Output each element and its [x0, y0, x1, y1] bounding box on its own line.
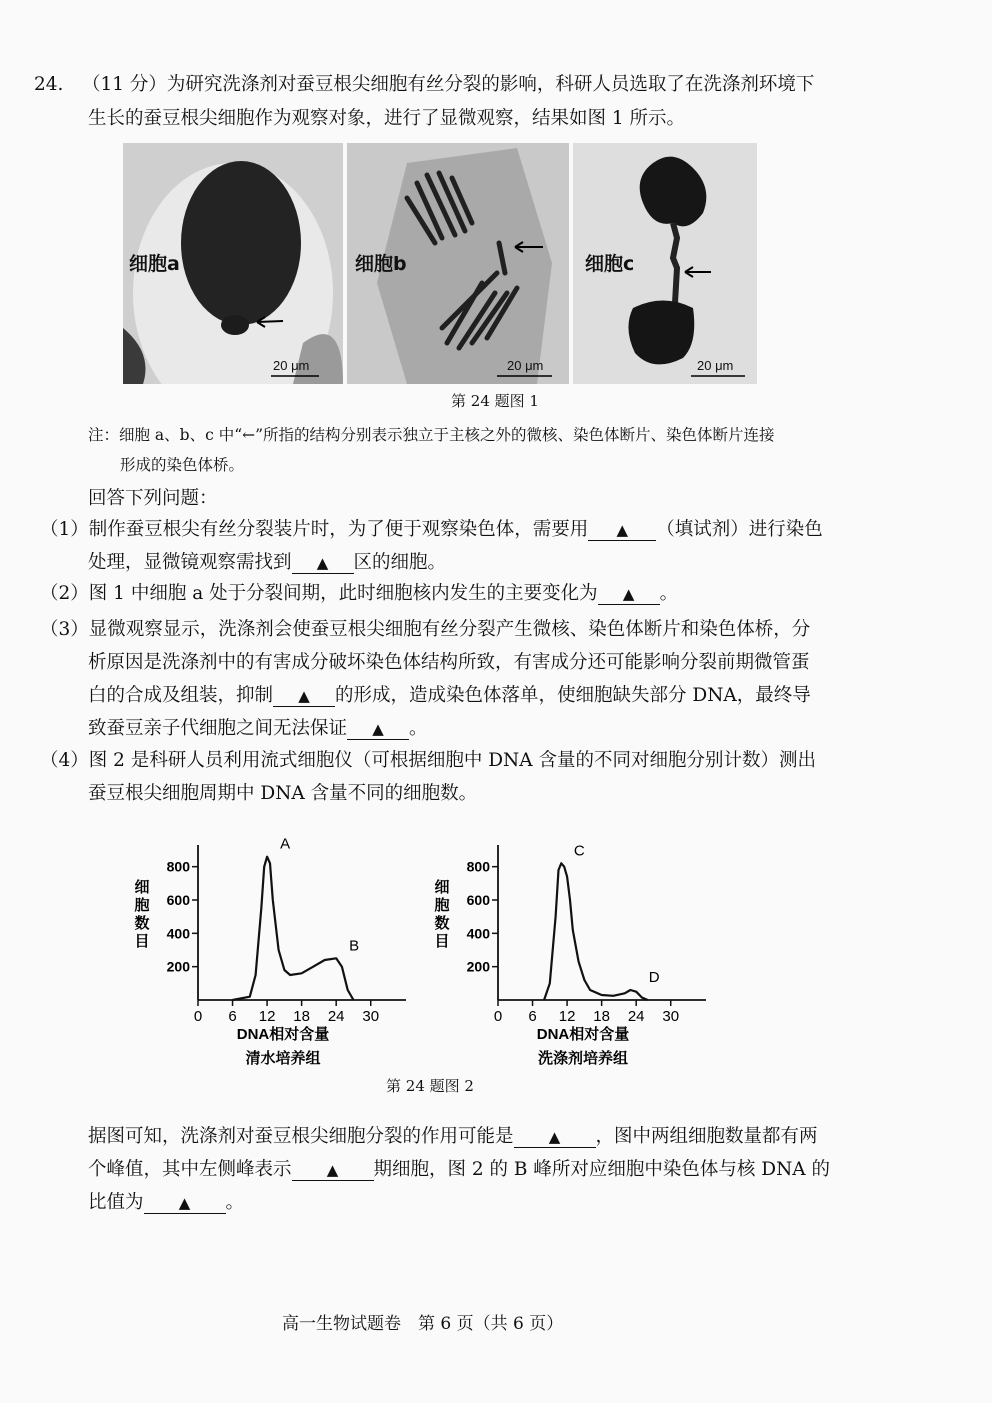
- q3-line3: [88, 683, 811, 709]
- q4-line2: 蚕豆根尖细胞周期中 DNA 含量不同的细胞数。: [88, 783, 478, 804]
- q1-text-a: 制作蚕豆根尖有丝分裂装片时，为了便于观察染色体，需要用: [88, 519, 589, 540]
- x-tick-label: 18: [593, 1008, 610, 1025]
- q2-text-a: 图 1 中细胞 a 处于分裂间期，此时细胞核内发生的主要变化为: [88, 583, 598, 604]
- q1-text-b: （填试剂）进行染色: [656, 519, 823, 540]
- figure2-caption: 第 24 题图 2: [386, 1077, 474, 1095]
- x-tick-label: 12: [558, 1008, 576, 1025]
- answer-intro: 回答下列问题：: [88, 488, 218, 509]
- peak-label-C: C: [573, 842, 585, 860]
- y-tick-label: 400: [466, 925, 490, 942]
- question-stem-line1: （11 分）为研究洗涤剂对蚕豆根尖细胞有丝分裂的影响，科研人员选取了在洗涤剂环境下: [82, 74, 815, 95]
- q4b-blank-ratio[interactable]: [144, 1193, 226, 1214]
- y-axis-label-char: 目: [434, 933, 450, 950]
- blank-marker: ▲: [298, 687, 310, 705]
- y-axis-label-char: 胞: [434, 897, 450, 914]
- q4b-text-1a: 据图可知，洗涤剂对蚕豆根尖细胞分裂的作用可能是: [88, 1126, 514, 1147]
- x-tick-label: 6: [528, 1008, 537, 1025]
- q2-blank[interactable]: [598, 584, 660, 605]
- y-axis-label-char: 数: [134, 915, 150, 932]
- x-tick-label: 6: [228, 1008, 237, 1025]
- micrograph-cell-c: [573, 143, 757, 384]
- q4b-text-3a: 比值为: [88, 1192, 144, 1213]
- y-tick-label: 400: [166, 925, 190, 942]
- q4b-text-2a: 个峰值，其中左侧峰表示: [88, 1159, 292, 1180]
- peak-label-B: B: [349, 937, 360, 955]
- blank-marker: ▲: [316, 554, 329, 572]
- q1-number: （1）: [40, 519, 89, 540]
- note-line2: 形成的染色体桥。: [120, 456, 245, 474]
- q3-line4: [88, 716, 428, 742]
- y-tick-label: 200: [466, 958, 490, 975]
- q4b-line3: [88, 1190, 244, 1216]
- q3-blank-ensure[interactable]: [347, 719, 409, 740]
- y-tick-label: 600: [466, 892, 490, 908]
- question-stem-line2: 生长的蚕豆根尖细胞作为观察对象，进行了显微观察，结果如图 1 所示。: [88, 108, 686, 129]
- blank-marker: ▲: [372, 720, 384, 738]
- q4b-line2: [88, 1157, 830, 1183]
- q1-line2: [88, 550, 446, 576]
- x-tick-label: 0: [193, 1008, 203, 1025]
- blank-marker: ▲: [548, 1128, 561, 1146]
- x-tick-label: 18: [293, 1008, 310, 1025]
- cell-a-label: 细胞a: [129, 253, 180, 275]
- q3-text-3b: 的形成，造成染色体落单，使细胞缺失部分 DNA，最终导: [335, 685, 811, 706]
- q3-line1: [40, 617, 810, 643]
- q4b-blank-effect[interactable]: [514, 1127, 596, 1148]
- note-line1: 注：细胞 a、b、c 中“←”所指的结构分别表示独立于主核之外的微核、染色体断片、染色体断片连接: [88, 426, 775, 444]
- y-axis-label-char: 细: [134, 879, 150, 896]
- q2-text-b: 。: [659, 583, 679, 604]
- q2-line: [40, 581, 678, 607]
- q4-line1: [40, 748, 816, 774]
- x-tick-label: 30: [362, 1008, 380, 1025]
- cell-a-scale: 20 μm: [273, 358, 310, 373]
- q3-line2: 析原因是洗涤剂中的有害成分破坏染色体结构所致，有害成分还可能影响分裂前期微管蛋: [88, 652, 810, 673]
- chart-detergent-group: [420, 825, 720, 1075]
- q3-text-3a: 白的合成及组装，抑制: [88, 685, 274, 706]
- y-axis-label-char: 数: [434, 915, 450, 932]
- page-footer: 高一生物试题卷 第 6 页（共 6 页）: [282, 1314, 564, 1334]
- x-tick-label: 12: [258, 1008, 276, 1025]
- q4b-text-1b: ，图中两组细胞数量都有两: [595, 1126, 818, 1147]
- q3-number: （3）: [40, 619, 89, 640]
- chart-subtitle: 清水培养组: [245, 1050, 321, 1067]
- q4b-text-3b: 。: [225, 1192, 245, 1213]
- blank-marker: ▲: [326, 1161, 339, 1179]
- cell-c-scale: 20 μm: [697, 358, 734, 373]
- q4b-text-2b: 期细胞，图 2 的 B 峰所对应细胞中染色体与核 DNA 的: [373, 1159, 831, 1180]
- y-axis-label-char: 细: [434, 879, 450, 896]
- y-tick-label: 200: [166, 958, 190, 975]
- q3-text-4a: 致蚕豆亲子代细胞之间无法保证: [88, 718, 348, 739]
- cell-b-label: 细胞b: [355, 253, 407, 275]
- chart-water-group: [120, 825, 420, 1075]
- y-tick-label: 600: [166, 892, 190, 908]
- peak-label-A: A: [280, 835, 291, 853]
- series-line: [544, 863, 648, 1000]
- question-number: 24.: [34, 74, 64, 95]
- cell-c-label: 细胞c: [585, 253, 635, 275]
- q3-text-1: 显微观察显示，洗涤剂会使蚕豆根尖细胞有丝分裂产生微核、染色体断片和染色体桥，分: [88, 619, 811, 640]
- y-axis-label-char: 目: [134, 933, 150, 950]
- figure1-caption: 第 24 题图 1: [451, 392, 539, 410]
- q1-blank-reagent[interactable]: [588, 520, 656, 541]
- y-tick-label: 800: [166, 858, 190, 875]
- q4-text-1: 图 2 是科研人员利用流式细胞仪（可根据细胞中 DNA 含量的不同对细胞分别计数）测出: [88, 750, 816, 771]
- q1-text-d: 区的细胞。: [353, 552, 447, 573]
- x-axis-label: DNA相对含量: [536, 1026, 630, 1043]
- series-line: [233, 857, 354, 1000]
- q4-number: （4）: [40, 750, 89, 771]
- micrograph-cell-a: [123, 143, 343, 384]
- peak-label-D: D: [648, 969, 660, 986]
- q2-number: （2）: [40, 583, 89, 604]
- y-tick-label: 800: [466, 858, 490, 875]
- q1-line1: [40, 517, 823, 543]
- x-tick-label: 0: [493, 1008, 503, 1025]
- q4b-line1: [88, 1124, 818, 1150]
- cell-b-scale: 20 μm: [507, 358, 544, 373]
- chart-subtitle: 洗涤剂培养组: [537, 1050, 629, 1067]
- blank-marker: ▲: [178, 1194, 191, 1212]
- y-axis-label-char: 胞: [134, 897, 150, 914]
- q3-text-4b: 。: [409, 718, 428, 739]
- blank-marker: ▲: [622, 585, 635, 603]
- q1-text-c: 处理，显微镜观察需找到: [88, 552, 292, 573]
- x-axis-label: DNA相对含量: [236, 1026, 330, 1043]
- q3-blank-inhibit[interactable]: [273, 686, 335, 707]
- micrograph-cell-b: [347, 143, 569, 384]
- q1-blank-region[interactable]: [292, 553, 354, 574]
- x-tick-label: 24: [327, 1008, 345, 1025]
- x-tick-label: 24: [627, 1008, 645, 1025]
- q4b-blank-phase[interactable]: [292, 1160, 374, 1181]
- x-tick-label: 30: [662, 1008, 680, 1025]
- blank-marker: ▲: [616, 521, 629, 539]
